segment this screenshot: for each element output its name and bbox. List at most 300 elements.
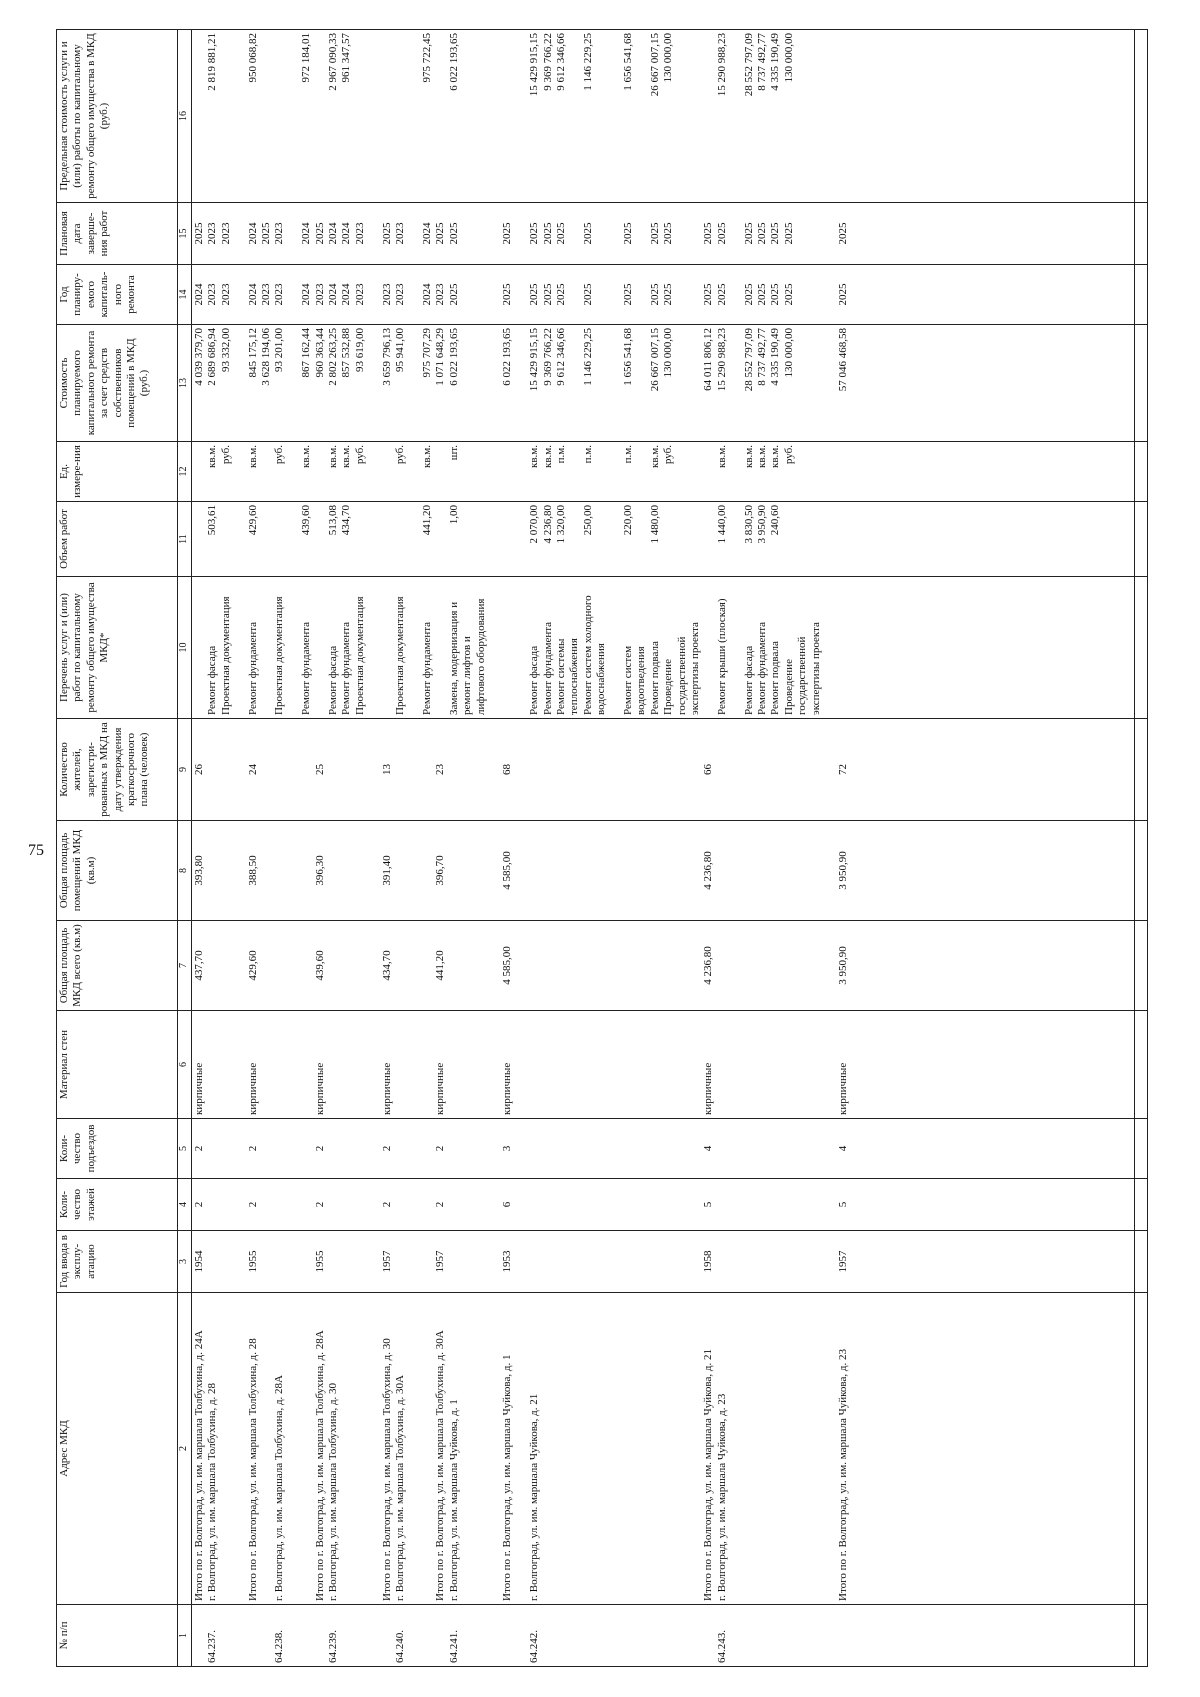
cell-line: Ремонт фундамента: [300, 621, 313, 715]
cell-line: [595, 1014, 608, 1115]
cell-line: 867 162,44: [300, 328, 313, 378]
cell-line: кирпичные: [380, 1062, 393, 1115]
cell-line: 2 967 090,33: [327, 33, 340, 91]
cell-line: [635, 1296, 648, 1601]
cell-line: 2023: [206, 222, 219, 245]
cell-line: Итого по г. Волгоград, ул. им. маршала Толбухина, д. 30А: [434, 1330, 447, 1601]
cell-line: [729, 206, 742, 261]
cell-line: [206, 824, 219, 917]
cell-line: [823, 824, 836, 917]
cell-line: [314, 505, 327, 573]
cell-line: 2 070,00: [528, 505, 541, 544]
cell-line: [649, 1182, 662, 1227]
cell-line: [729, 1296, 742, 1601]
cell-line: 1 146 229,25: [581, 33, 594, 91]
cell-line: [408, 1608, 421, 1663]
cell-line: [220, 1608, 233, 1663]
cell-line: 1,00: [447, 505, 460, 525]
cell-line: 2025: [742, 222, 755, 245]
cell-line: [769, 824, 782, 917]
cell-line: [381, 33, 394, 199]
cell-line: 1957: [434, 1250, 447, 1273]
cell-line: [461, 722, 474, 817]
cell-line: [340, 1014, 353, 1115]
cell-line: [676, 505, 689, 573]
header-cell-volume: Объем работ: [57, 502, 178, 577]
cell-line: [542, 1182, 555, 1227]
cell-line: [769, 1234, 782, 1289]
cell-line: 130 000,00: [662, 33, 675, 83]
cell-line: 1 320,00: [554, 505, 567, 544]
cell-line: Проектная документация: [273, 596, 286, 715]
cell-line: [689, 1608, 702, 1663]
cell-line: [676, 268, 689, 321]
cell-line: 2025: [715, 283, 728, 306]
cell-line: [501, 445, 514, 498]
cell-line: [662, 1608, 675, 1663]
cell-line: [354, 1608, 367, 1663]
cell-line: [475, 1608, 488, 1663]
cell-line: 2025: [622, 283, 634, 306]
cell-line: 950 068,82: [246, 33, 259, 83]
cell-line: [729, 505, 742, 573]
cell-line: 240,60: [769, 505, 782, 536]
cell-line: [367, 1182, 380, 1227]
cell-line: Ремонт фасада: [327, 645, 340, 715]
cell-line: [367, 445, 380, 498]
cell-line: [769, 1014, 782, 1115]
cell-line: [408, 206, 421, 261]
cell-line: Итого по г. Волгоград, ул. им. маршала Чуйкова, д. 21: [702, 1349, 715, 1601]
cell-line: [220, 722, 233, 817]
cell-line: [421, 1182, 434, 1227]
cell-line: [810, 924, 823, 1007]
cell-line: [783, 1014, 796, 1115]
column-number: 13: [178, 325, 192, 442]
cell-line: 9 612 346,66: [554, 33, 567, 91]
cell-line: [810, 268, 823, 321]
cell-line: 24: [246, 764, 259, 775]
cell-line: 95 941,00: [394, 328, 407, 372]
cell-line: [488, 33, 501, 199]
column-number: 1: [178, 1605, 192, 1667]
cell-line: [528, 722, 541, 817]
cell-line: [769, 1296, 782, 1601]
cell-line: [582, 722, 595, 817]
cell-line: [716, 1122, 729, 1175]
cell-line: [810, 206, 823, 261]
cell-line: [635, 268, 648, 321]
cell-line: [461, 924, 474, 1007]
cell-line: г. Волгоград, ул. им. маршала Чуйкова, д. 23: [715, 1393, 728, 1601]
cell-line: [542, 1234, 555, 1289]
cell-line: 2025: [769, 283, 782, 306]
cell-line: п.м.: [622, 445, 634, 464]
cell-line: [314, 1608, 327, 1663]
cell-line: [206, 722, 219, 817]
cell-line: [823, 1234, 836, 1289]
cell-line: 2025: [554, 222, 567, 245]
cell-line: 3 950,90: [836, 851, 849, 890]
cell-line: [595, 328, 608, 438]
cell-line: [743, 1122, 756, 1175]
cell-line: 2025: [313, 222, 326, 245]
cell-line: [609, 505, 622, 573]
cell-line: 4 335 190,49: [769, 33, 782, 91]
header-cell-total-area: Общая площадь МКД всего (кв.м): [57, 921, 178, 1011]
cell-line: [448, 1182, 461, 1227]
cell-line: [421, 1608, 434, 1663]
cell-line: [676, 722, 689, 817]
cell-line: 26: [193, 764, 205, 775]
column-number: 16: [178, 30, 192, 203]
cell-line: [783, 924, 796, 1007]
cell-line: Ремонт подвала: [648, 641, 661, 715]
cell-line: [367, 328, 380, 438]
cell-line: [408, 328, 421, 438]
cell-line: [367, 1296, 380, 1601]
cell-line: 64.242.: [528, 1630, 541, 1663]
cell-line: 2025: [782, 283, 795, 306]
cell-line: [689, 722, 702, 817]
cell-line: [609, 1608, 622, 1663]
cell-line: 1955: [246, 1250, 259, 1273]
cell-line: [542, 824, 555, 917]
cell-line: [367, 206, 380, 261]
cell-line: 2023: [219, 222, 232, 245]
cell-line: 2024: [300, 222, 313, 245]
cell-line: 2025: [501, 222, 514, 245]
cell-line: [381, 580, 394, 715]
cell-line: [702, 505, 715, 573]
cell-line: 396,70: [434, 855, 447, 886]
cell-line: [716, 924, 729, 1007]
cell-line: 2: [313, 1145, 326, 1152]
cell-line: [461, 1014, 474, 1115]
cell-line: [635, 1608, 648, 1663]
column-address: [192, 1293, 1135, 1605]
cell-line: Итого по г. Волгоград, ул. им. маршала Толбухина, д. 24А: [193, 1330, 205, 1601]
cell-line: 503,61: [206, 505, 219, 536]
cell-line: [542, 1608, 555, 1663]
column-total-area: [192, 921, 1135, 1011]
cell-line: 4: [836, 1145, 849, 1152]
cell-line: [475, 1014, 488, 1115]
cell-line: [743, 1296, 756, 1601]
cell-line: [796, 1296, 809, 1601]
cell-line: 2: [246, 1145, 259, 1152]
cell-line: [354, 1122, 367, 1175]
cell-line: [260, 1122, 273, 1175]
cell-line: 2023: [394, 222, 407, 245]
cell-line: [582, 1014, 595, 1115]
cell-line: 1 480,00: [648, 505, 661, 544]
cell-line: [327, 1014, 340, 1115]
cell-line: [220, 1182, 233, 1227]
cell-line: 3: [501, 1145, 514, 1152]
cell-line: [796, 505, 809, 573]
cell-line: [461, 505, 474, 573]
cell-line: кв.м.: [246, 445, 259, 468]
cell-line: [810, 722, 823, 817]
cell-line: [729, 1122, 742, 1175]
cell-line: 13: [380, 764, 393, 775]
cell-line: [367, 505, 380, 573]
cell-line: 4 236,80: [702, 851, 715, 890]
cell-line: [260, 33, 273, 199]
cell-line: [689, 1234, 702, 1289]
cell-line: 2024: [246, 222, 259, 245]
cell-line: [783, 1234, 796, 1289]
cell-line: кирпичные: [246, 1062, 259, 1115]
cell-line: [568, 268, 581, 321]
cell-line: экспертизы проекта: [809, 622, 822, 715]
cell-line: [689, 1122, 702, 1175]
cell-line: [233, 924, 246, 1007]
cell-line: 64.237.: [206, 1630, 219, 1663]
cell-line: [475, 1234, 488, 1289]
cell-line: 2025: [622, 222, 634, 245]
cell-line: [528, 1234, 541, 1289]
cell-line: [475, 1296, 488, 1601]
cell-line: 845 175,12: [246, 328, 259, 378]
cell-line: [287, 1182, 300, 1227]
cell-line: [649, 1014, 662, 1115]
cell-line: [716, 1014, 729, 1115]
cell-line: [233, 1608, 246, 1663]
cell-line: [743, 824, 756, 917]
cell-line: 975 722,45: [420, 33, 433, 83]
cell-line: лифтового оборудования: [474, 598, 487, 715]
cell-line: 960 363,44: [313, 328, 326, 378]
cell-line: [273, 33, 286, 199]
cell-line: [501, 580, 514, 715]
cell-line: Ремонт фундамента: [246, 621, 259, 715]
cell-line: Проектная документация: [394, 596, 407, 715]
cell-line: кирпичные: [193, 1062, 205, 1115]
cell-line: [300, 1234, 313, 1289]
cell-line: 4 039 379,70: [193, 328, 205, 386]
cell-line: [327, 1122, 340, 1175]
cell-line: 437,70: [193, 950, 205, 981]
cell-line: Проектная документация: [219, 596, 232, 715]
cell-line: кв.м.: [715, 445, 728, 468]
cell-line: [635, 206, 648, 261]
cell-line: 6 022 193,65: [447, 33, 460, 91]
cell-line: [622, 1234, 635, 1289]
cell-line: [783, 1296, 796, 1601]
cell-line: [622, 1296, 635, 1601]
cell-line: [662, 824, 675, 917]
cell-line: 4 236,80: [541, 505, 554, 544]
cell-line: [461, 1234, 474, 1289]
cell-line: 2025: [648, 283, 661, 306]
cell-line: [689, 824, 702, 917]
cell-line: 15 290 988,23: [715, 328, 728, 392]
cell-line: 2025: [648, 222, 661, 245]
cell-line: 64.240.: [394, 1630, 407, 1663]
cell-line: 2025: [702, 222, 715, 245]
cell-line: [729, 824, 742, 917]
cell-line: [796, 445, 809, 498]
cell-line: [689, 1182, 702, 1227]
cell-line: 23: [434, 764, 447, 775]
cell-line: [528, 1182, 541, 1227]
cell-line: Ремонт систем холодного: [581, 595, 594, 715]
cell-line: 15 429 915,15: [528, 33, 541, 97]
cell-line: [555, 924, 568, 1007]
cell-line: [568, 328, 581, 438]
cell-line: [756, 1014, 769, 1115]
cell-line: 9 612 346,66: [554, 328, 567, 386]
cell-line: руб.: [273, 445, 286, 465]
column-number: 7: [178, 921, 192, 1011]
cell-line: [287, 206, 300, 261]
header-cell-entrances: Коли-чество подъездов: [57, 1119, 178, 1179]
cell-line: 2025: [756, 222, 769, 245]
cell-line: [421, 824, 434, 917]
cell-line: [635, 1122, 648, 1175]
cell-line: [555, 824, 568, 917]
cell-line: [676, 1014, 689, 1115]
cell-line: [394, 505, 407, 573]
cell-line: [354, 1296, 367, 1601]
cell-line: [595, 1122, 608, 1175]
cell-line: кв.м.: [300, 445, 313, 468]
cell-line: 2025: [501, 283, 514, 306]
cell-line: [823, 1014, 836, 1115]
cell-line: [568, 924, 581, 1007]
cell-line: [515, 1234, 528, 1289]
cell-line: 2023: [313, 283, 326, 306]
cell-line: г. Волгоград, ул. им. маршала Толбухина, д. 28А: [273, 1375, 286, 1601]
header-cell-end-date: Плановая дата заверше-ния работ: [57, 203, 178, 265]
cell-line: [635, 1234, 648, 1289]
cell-line: [609, 206, 622, 261]
cell-line: [421, 722, 434, 817]
header-cell-floors: Коли-чество этажей: [57, 1179, 178, 1231]
cell-line: [327, 1234, 340, 1289]
cell-line: [609, 1014, 622, 1115]
cell-line: [823, 924, 836, 1007]
cell-line: [582, 924, 595, 1007]
cell-line: [555, 1234, 568, 1289]
cell-line: [488, 268, 501, 321]
cell-line: [408, 924, 421, 1007]
cell-line: [475, 1122, 488, 1175]
cell-line: 2024: [300, 283, 313, 306]
cell-line: г. Волгоград, ул. им. маршала Чуйкова, д. 1: [447, 1399, 460, 1601]
cell-line: 2: [246, 1201, 259, 1208]
cell-line: 439,60: [313, 950, 326, 981]
cell-line: п.м.: [554, 445, 567, 464]
cell-line: [354, 924, 367, 1007]
cell-line: 2 802 263,25: [327, 328, 340, 386]
cell-line: 2 689 686,94: [206, 328, 219, 386]
cell-line: 2023: [273, 283, 286, 306]
cell-line: 961 347,57: [340, 33, 353, 83]
table-foot-row: [1135, 30, 1148, 1667]
cell-line: [340, 1182, 353, 1227]
cell-line: [408, 268, 421, 321]
cell-line: государственной: [675, 636, 688, 715]
cell-line: [233, 1296, 246, 1601]
cell-line: [756, 1234, 769, 1289]
column-works-list: [192, 577, 1135, 719]
cell-line: [515, 1608, 528, 1663]
cell-line: [287, 1014, 300, 1115]
cell-line: 2025: [380, 222, 393, 245]
cell-line: [837, 580, 850, 715]
table-body-row: [192, 30, 1135, 1667]
cell-line: [568, 1014, 581, 1115]
cell-line: 2: [380, 1145, 393, 1152]
cell-line: [515, 824, 528, 917]
cell-line: г. Волгоград, ул. им. маршала Толбухина, д. 28: [206, 1382, 219, 1601]
cell-line: [837, 1608, 850, 1663]
cell-line: [689, 505, 702, 573]
cell-line: Ремонт фасада: [528, 645, 541, 715]
cell-line: [609, 580, 622, 715]
cell-line: 4 585,00: [501, 946, 514, 985]
cell-line: 857 532,88: [340, 328, 353, 378]
header-cell-cost: Стоимость планируемого капитального ремонта за счет средств собственников помещений в МКД (руб.): [57, 325, 178, 442]
cell-line: Ремонт систем: [622, 645, 634, 715]
cell-line: 64.241.: [447, 1630, 460, 1663]
cell-line: [823, 1122, 836, 1175]
cell-line: [595, 268, 608, 321]
cell-line: [689, 924, 702, 1007]
cell-line: [649, 824, 662, 917]
cell-line: [273, 924, 286, 1007]
cell-line: [354, 505, 367, 573]
cell-line: [340, 1122, 353, 1175]
cell-line: [783, 505, 796, 573]
cell-line: [756, 1182, 769, 1227]
cell-line: 2024: [340, 283, 353, 306]
cell-line: [340, 924, 353, 1007]
cell-line: [662, 1014, 675, 1115]
cell-line: экспертизы проекта: [689, 622, 702, 715]
cell-line: [676, 328, 689, 438]
cell-line: [609, 924, 622, 1007]
cell-line: 2025: [836, 283, 849, 306]
cell-line: [582, 1296, 595, 1601]
cell-line: [837, 505, 850, 573]
cell-line: шт.: [447, 445, 460, 461]
cell-line: 513,08: [327, 505, 340, 536]
cell-line: [394, 824, 407, 917]
cell-line: [515, 268, 528, 321]
column-number: 15: [178, 203, 192, 265]
cell-line: [676, 1182, 689, 1227]
cell-line: [729, 445, 742, 498]
cell-line: [662, 1182, 675, 1227]
cell-line: [689, 206, 702, 261]
cell-line: 2023: [380, 283, 393, 306]
cell-line: [408, 1296, 421, 1601]
cell-line: [193, 505, 206, 573]
cell-line: [421, 924, 434, 1007]
cell-line: [729, 924, 742, 1007]
cell-line: [408, 580, 421, 715]
cell-line: Замена, модернизация и: [447, 601, 460, 715]
header-cell-num: № п/п: [57, 1605, 178, 1667]
cell-line: [273, 1182, 286, 1227]
cell-line: [354, 1182, 367, 1227]
cell-line: кв.м.: [528, 445, 541, 468]
cell-line: 4 236,80: [702, 946, 715, 985]
